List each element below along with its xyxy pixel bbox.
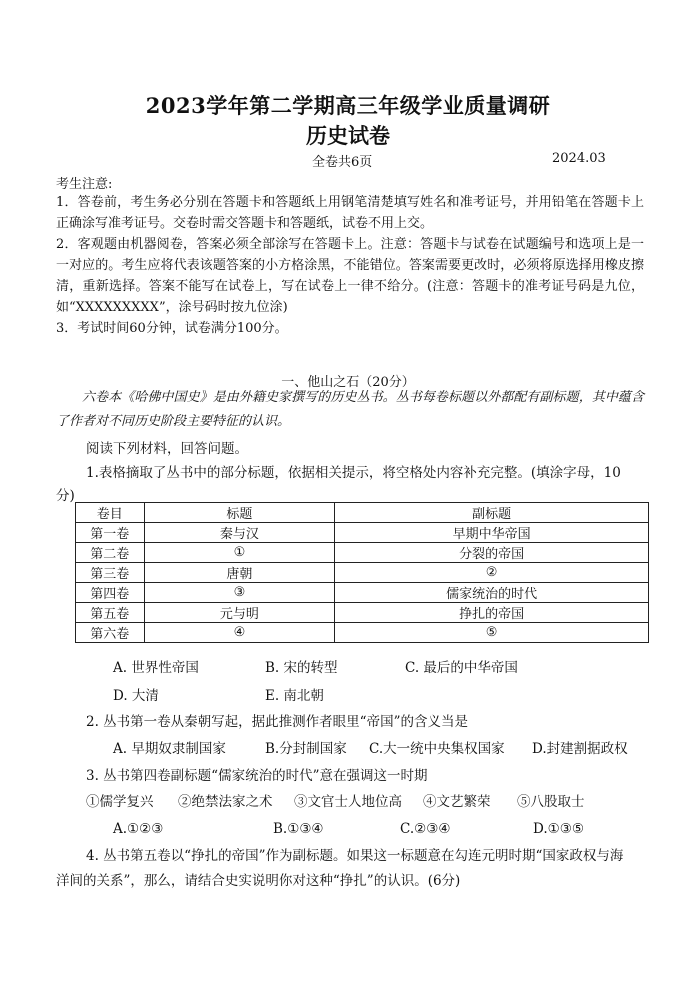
table-cell: ① bbox=[144, 543, 335, 563]
table-row bbox=[76, 523, 649, 543]
section-title: 一、他山之石（20分） bbox=[281, 375, 415, 390]
table-cell: 第六卷 bbox=[76, 623, 145, 643]
q1-option-d: D. 大清 bbox=[113, 688, 159, 704]
q3-statement: ②绝禁法家之术 bbox=[178, 794, 273, 810]
table-cell: 早期中华帝国 bbox=[335, 523, 649, 543]
table-header-row bbox=[76, 503, 649, 523]
q3-statement: ③文官士人地位高 bbox=[294, 794, 402, 810]
table-cell: 元与明 bbox=[144, 603, 335, 623]
table-row bbox=[76, 623, 649, 643]
q1-option-e: E. 南北朝 bbox=[265, 688, 324, 704]
note-item-2: 2．客观题由机器阅卷，答案必须全部涂写在答题卡上。注意：答题卡与试卷在试题编号和选项上是一一对应的。考生应将代表该题答案的小方格涂黑，不能错位。答案需要更改时，必须将原选择用橡皮擦清，重新选择。答案不能写在试卷上，写在试卷上一律不给分。(注意：答题卡的准考证号码是九位，如“XXXXXXXXX”，涂号码时按九位涂) bbox=[56, 237, 644, 315]
table-row bbox=[76, 583, 649, 603]
q4-stem: 4. 丛书第五卷以“挣扎的帝国”作为副标题。如果这一标题意在勾连元明时期“国家政权与海 bbox=[86, 848, 624, 864]
note-item-1: 1．答卷前，考生务必分别在答题卡和答题纸上用钢笔清楚填写姓名和准考证号，并用铅笔在答题卡上正确涂写准考证号。交卷时需交答题卡和答题纸，试卷不用上交。 bbox=[56, 195, 644, 231]
q1-option-c: C. 最后的中华帝国 bbox=[405, 660, 518, 676]
q3-option-d: D.①③⑤ bbox=[533, 821, 584, 837]
table-row bbox=[76, 563, 649, 583]
q3-option-b: B.①③④ bbox=[273, 821, 324, 837]
table-cell: 挣扎的帝国 bbox=[335, 603, 649, 623]
q3-statement: ⑤八股取士 bbox=[517, 794, 585, 810]
q2-option-d: D.封建割据政权 bbox=[532, 741, 628, 757]
q3-statement: ①儒学复兴 bbox=[86, 794, 154, 810]
table-row bbox=[76, 543, 649, 563]
q1-stem: 1.表格摘取了丛书中的部分标题，依据相关提示，将空格处内容补充完整。(填涂字母，10 bbox=[86, 465, 621, 481]
q2-stem: 2. 丛书第一卷从秦朝写起，据此推测作者眼里“帝国”的含义当是 bbox=[86, 714, 468, 730]
q3-stem: 3. 丛书第四卷副标题“儒家统治的时代”意在强调这一时期 bbox=[86, 768, 428, 784]
q4-stem-cont: 洋间的关系”，那么，请结合史实说明你对这种“挣扎”的认识。(6分) bbox=[56, 873, 461, 889]
table-cell: 唐朝 bbox=[144, 563, 335, 583]
q3-statement: ④文艺繁荣 bbox=[423, 794, 491, 810]
q2-option-b: B.分封制国家 bbox=[265, 741, 347, 757]
instruction: 阅读下列材料，回答问题。 bbox=[86, 441, 248, 457]
q2-option-a: A. 早期奴隶制国家 bbox=[113, 741, 226, 757]
table-header: 标题 bbox=[144, 503, 335, 523]
q3-option-a: A.①②③ bbox=[113, 821, 164, 837]
q2-option-c: C.大一统中央集权国家 bbox=[369, 741, 505, 757]
exam-title: 2023学年第二学期高三年级学业质量调研 bbox=[145, 93, 551, 118]
table-cell: 第四卷 bbox=[76, 583, 145, 603]
table-cell: 分裂的帝国 bbox=[335, 543, 649, 563]
table-cell: 第五卷 bbox=[76, 603, 145, 623]
notes-heading: 考生注意: bbox=[56, 177, 113, 192]
q3-option-c: C.②③④ bbox=[400, 821, 451, 837]
section-intro: 六卷本《哈佛中国史》是由外籍史家撰写的历史丛书。丛书每卷标题以外都配有副标题，其中蕴含了作者对不同历史阶段主要特征的认识。 bbox=[56, 390, 644, 429]
table-cell: 第三卷 bbox=[76, 563, 145, 583]
exam-date: 2024.03 bbox=[552, 151, 606, 166]
table-header: 副标题 bbox=[335, 503, 649, 523]
q1-option-b: B. 宋的转型 bbox=[265, 660, 338, 676]
table-cell: 秦与汉 bbox=[144, 523, 335, 543]
table-cell: ② bbox=[335, 563, 649, 583]
note-item-3: 3．考试时间60分钟，试卷满分100分。 bbox=[56, 321, 288, 336]
q1-option-a: A. 世界性帝国 bbox=[113, 660, 199, 676]
table-cell: 第一卷 bbox=[76, 523, 145, 543]
table-cell: 第二卷 bbox=[76, 543, 145, 563]
table-cell: ⑤ bbox=[335, 623, 649, 643]
table-cell: ③ bbox=[144, 583, 335, 603]
table-row bbox=[76, 603, 649, 623]
titles-table bbox=[75, 502, 649, 643]
q1-stem-cont: 分) bbox=[56, 488, 75, 504]
table-header: 卷目 bbox=[76, 503, 145, 523]
table-cell: ④ bbox=[144, 623, 335, 643]
table-cell: 儒家统治的时代 bbox=[335, 583, 649, 603]
page-count: 全卷共6页 bbox=[312, 155, 373, 170]
exam-subtitle: 历史试卷 bbox=[306, 123, 390, 148]
